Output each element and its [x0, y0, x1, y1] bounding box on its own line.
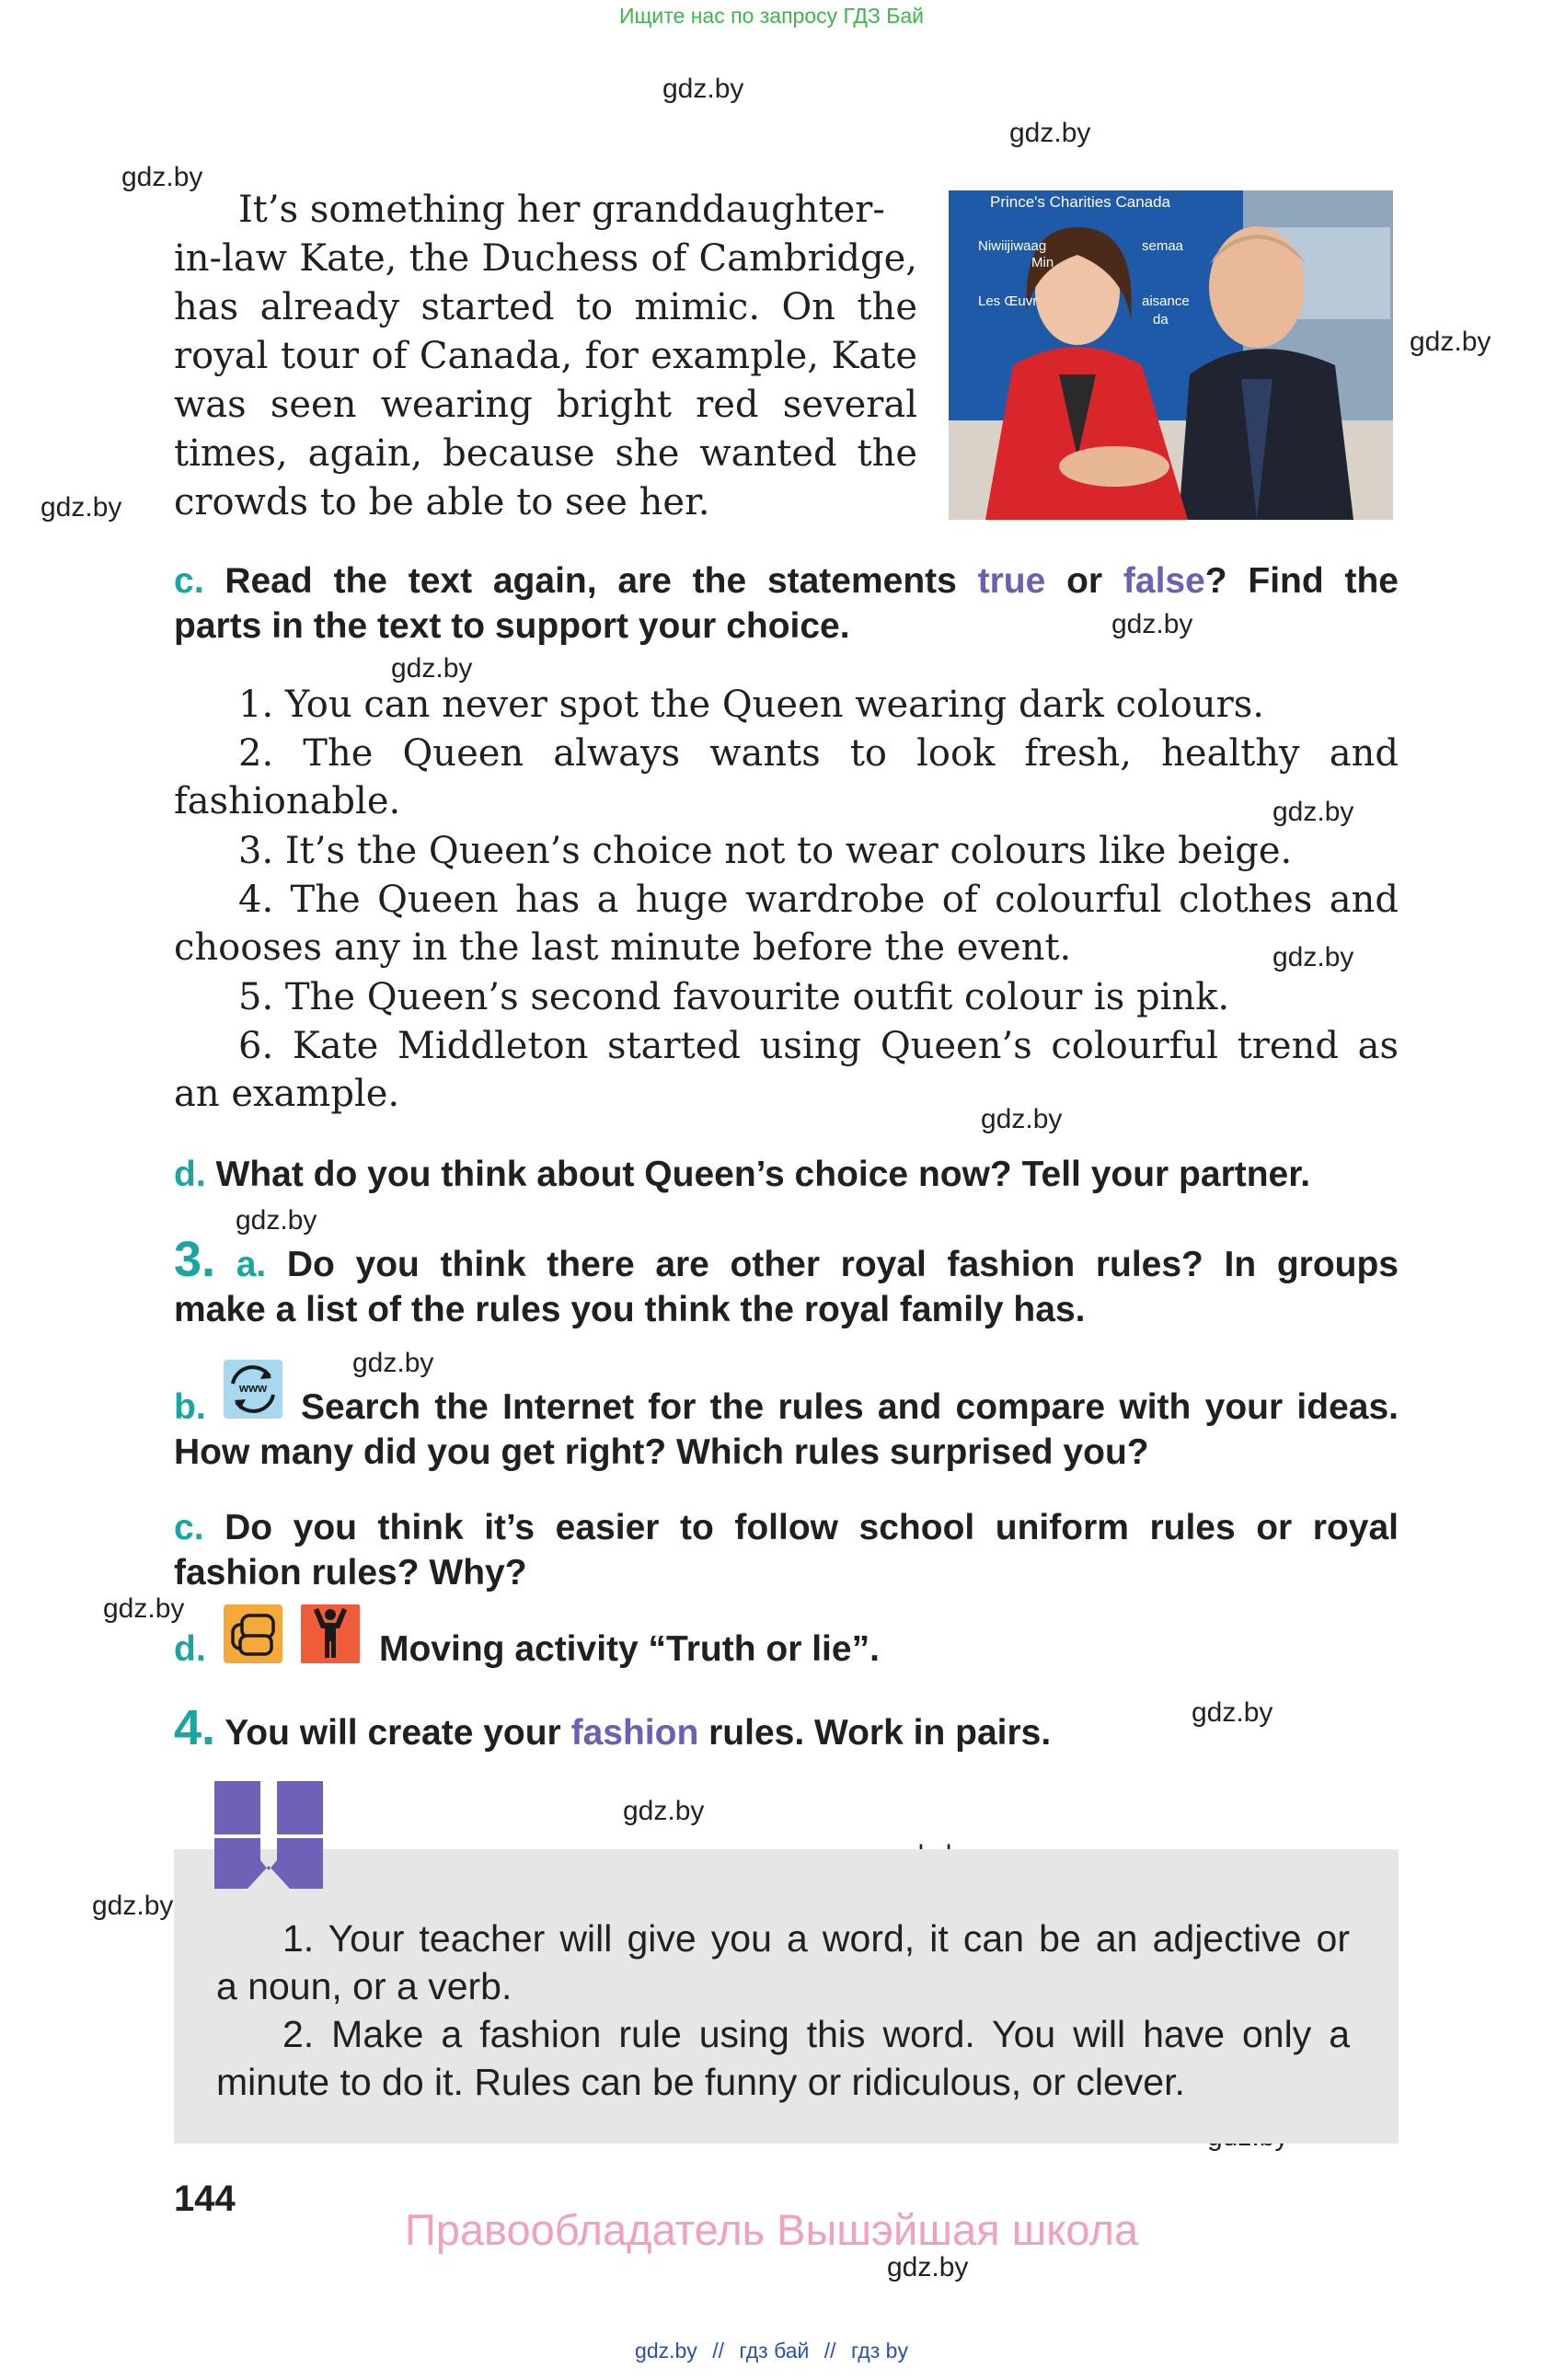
watermark: gdz.by	[391, 653, 473, 684]
task-letter: c.	[174, 1508, 204, 1547]
watermark: gdz.by	[352, 1348, 434, 1378]
watermark: gdz.by	[1111, 609, 1193, 639]
task-text: Moving activity “Truth or lie”.	[379, 1629, 880, 1669]
watermark: gdz.by	[1410, 327, 1491, 357]
instruction-text: a noun, or a verb.	[216, 1965, 512, 2007]
copyright-notice: Правообладатель Вышэйшая школа	[404, 2205, 1139, 2254]
reading-line: royal tour of Canada, for example, Kate	[174, 335, 917, 377]
task-text: What do you think about Queen’s choice now? Tell your partner.	[215, 1155, 1311, 1194]
exercise-number: 3.	[174, 1232, 216, 1287]
banner-text	[990, 192, 1170, 213]
task-c-line2: parts in the text to support your choice.	[174, 606, 850, 646]
task-letter: d.	[174, 1629, 206, 1669]
instruction-text: minute to do it. Rules can be funny or ridiculous, or clever.	[216, 2061, 1185, 2103]
task-letter: a.	[236, 1245, 267, 1284]
task-letter: c.	[174, 561, 204, 601]
task-text: You will create your	[225, 1713, 561, 1753]
footer-link[interactable]: гдз бай	[739, 2339, 810, 2363]
reading-line: in-law Kate, the Duchess of Cambridge,	[174, 237, 917, 280]
task-c	[174, 558, 1399, 649]
footer-separator: //	[823, 2339, 836, 2363]
exercise-3c-line2: fashion rules? Why?	[174, 1553, 527, 1592]
reading-line: It’s something her granddaughter-	[238, 189, 885, 231]
task-text: Search the Internet for the rules and compare with your ideas.	[301, 1387, 1399, 1427]
footer-links	[0, 2339, 1543, 2363]
banner-line: Niwiijiwaag	[978, 238, 1047, 254]
statement-text: 1. You can never spot the Queen wearing dark colours.	[238, 684, 1264, 726]
task-letter: d.	[174, 1155, 206, 1194]
highlight-false: false	[1123, 561, 1205, 601]
internet-icon	[224, 1360, 282, 1419]
banner-line: aisance	[1142, 293, 1190, 309]
task-letter: b.	[174, 1387, 206, 1427]
statement-text: an example.	[174, 1073, 400, 1115]
watermark: gdz.by	[1192, 1697, 1273, 1728]
header-search-link[interactable]: Ищите нас по запросу ГДЗ Бай	[618, 4, 925, 28]
banner-line: Prince's Charities Canada	[990, 193, 1171, 211]
watermark: gdz.by	[887, 2252, 969, 2282]
page-number: 144	[174, 2179, 236, 2219]
task-text: ? Find the	[1204, 561, 1399, 601]
reading-line: crowds to be able to see her.	[174, 481, 710, 523]
reading-passage	[174, 186, 917, 527]
statement-text: 6. Kate Middleton started using Queen’s colourful trend as	[238, 1025, 1399, 1067]
task-d	[174, 1152, 1399, 1197]
statement-text: chooses any in the last minute before the event.	[174, 926, 1072, 969]
task-text: or	[1066, 561, 1103, 601]
task-text: How many did you get right? Which rules surprised you?	[174, 1432, 1149, 1472]
watermark: gdz.by	[121, 162, 203, 192]
exercise-3a-line1	[174, 1232, 1399, 1287]
exercise-3c	[174, 1505, 1399, 1595]
exercise-4	[174, 1700, 1052, 1755]
watermark: gdz.by	[40, 492, 122, 523]
reading-line: has already started to mimic. On the	[174, 286, 917, 328]
group-work-icon	[224, 1604, 282, 1663]
statement-text: 4. The Queen has a huge wardrobe of colourful clothes and	[238, 879, 1399, 921]
exercise-3a	[174, 1232, 1399, 1332]
statement-text: fashionable.	[174, 780, 401, 822]
icon-label: www	[238, 1381, 268, 1395]
banner-line: Les Œuvr	[978, 293, 1038, 309]
watermark: gdz.by	[623, 1796, 705, 1826]
highlight-true: true	[977, 561, 1046, 601]
exercise-number: 4.	[174, 1700, 216, 1755]
statement-text: 5. The Queen’s second favourite outfit colour is pink.	[238, 976, 1230, 1018]
footer-link[interactable]: gdz.by	[635, 2339, 697, 2363]
watermark: gdz.by	[662, 74, 744, 104]
statement-text: 3. It’s the Queen’s choice not to wear colours like beige.	[238, 830, 1293, 872]
instruction-text: 2. Make a fashion rule using this word. You will have only a	[282, 2013, 1350, 2055]
task-text: Read the text again, are the statements	[225, 561, 957, 601]
watermark: gdz.by	[981, 1104, 1063, 1134]
royal-couple-photo	[949, 190, 1393, 520]
watermark: gdz.by	[1272, 942, 1354, 972]
moving-activity-icon	[301, 1604, 360, 1663]
exercise-3c-line1	[174, 1505, 1399, 1550]
watermark: gdz.by	[236, 1205, 317, 1236]
banner-text	[1153, 312, 1169, 328]
watermark: gdz.by	[103, 1593, 185, 1624]
watermark: gdz.by	[1009, 118, 1091, 148]
reading-line: was seen wearing bright red several	[174, 384, 917, 426]
down-arrow-icon	[214, 1781, 323, 1889]
exercise-3a-line2: make a list of the rules you think the royal family has.	[174, 1290, 1086, 1329]
footer-separator: //	[712, 2339, 724, 2363]
highlight-fashion: fashion	[570, 1713, 699, 1753]
task-text: rules. Work in pairs.	[708, 1713, 1052, 1753]
banner-text	[978, 238, 1046, 254]
task-c-line1	[174, 558, 1399, 604]
instruction-text: 1. Your teacher will give you a word, it can be an adjective or	[282, 1917, 1350, 1960]
banner-text	[1142, 293, 1190, 309]
task-text: Do you think there are other royal fashion rules? In groups	[286, 1245, 1399, 1284]
watermark: gdz.by	[92, 1891, 174, 1921]
reading-line: times, again, because she wanted the	[174, 432, 917, 475]
statement-text: 2. The Queen always wants to look fresh, healthy and	[238, 732, 1399, 775]
banner-text	[1142, 238, 1183, 254]
banner-line: da	[1153, 312, 1169, 328]
task-text: Do you think it’s easier to follow school uniform rules or royal	[225, 1508, 1399, 1547]
footer-link[interactable]: гдз by	[850, 2339, 908, 2363]
banner-line: Min	[1031, 255, 1054, 270]
banner-text	[978, 293, 1037, 309]
watermark: gdz.by	[1272, 797, 1354, 827]
banner-text	[1031, 255, 1054, 270]
banner-line: semaa	[1142, 238, 1184, 254]
